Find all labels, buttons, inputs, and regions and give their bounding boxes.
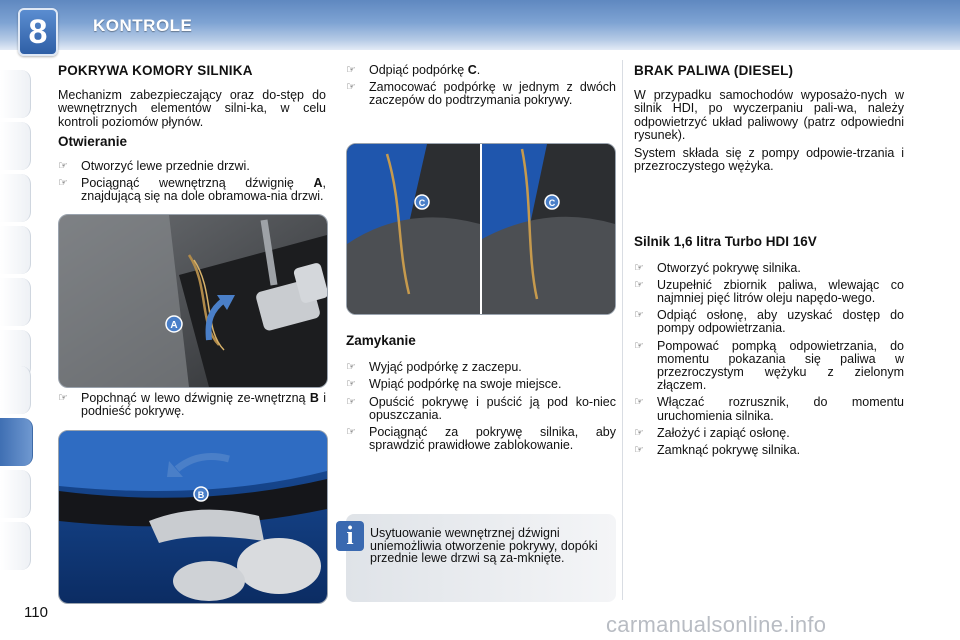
- pointing-hand-icon: ☞: [346, 81, 356, 94]
- list-item: [346, 378, 616, 391]
- step-text-bold: B: [309, 391, 319, 405]
- column-divider: [622, 60, 623, 600]
- footwell-illustration: [59, 215, 327, 387]
- watermark: carmanualsonline.info: [606, 612, 827, 637]
- list-item: [346, 81, 616, 107]
- list-item: [634, 444, 904, 457]
- label-b-callout: B: [197, 490, 205, 500]
- step-text: Odpiąć podpórkę: [369, 63, 468, 77]
- right-column: [634, 64, 904, 461]
- step-text: Popchnąć w lewo dźwignię ze-wnętrzną: [81, 391, 310, 405]
- step-text: Otworzyć lewe przednie drzwi.: [81, 159, 250, 174]
- step-text: Pociągnąć wewnętrzną dźwignię: [81, 176, 314, 191]
- chapter-number-badge: 8: [18, 8, 58, 56]
- step-text: Zamocować podpórkę w jednym z dwóch zaczepów do podtrzymania pokrywy.: [369, 80, 616, 108]
- pointing-hand-icon: ☞: [58, 392, 68, 404]
- pointing-hand-icon: ☞: [634, 426, 644, 439]
- middle-column: [346, 64, 616, 112]
- section-heading-hood: POKRYWA KOMORY SILNIKA: [58, 63, 253, 78]
- list-item: [58, 392, 326, 418]
- fuel-system-text: System składa się z pompy odpowie-trzania i przezroczystego wężyka.: [634, 146, 904, 174]
- left-column-bottom: [58, 392, 326, 422]
- list-item: [58, 160, 326, 173]
- step-text: Pompować pompką odpowietrzania, do momentu pokazania się paliwa w przezroczystym wężyku z zielonym złączem.: [657, 338, 904, 393]
- chapter-tab-2[interactable]: [0, 122, 31, 170]
- page-number: 110: [24, 604, 48, 621]
- pointing-hand-icon: ☞: [346, 378, 356, 391]
- label-c-callout-right: C: [548, 198, 556, 208]
- prop-rod-illustration: [347, 144, 615, 314]
- step-text: Zamknąć pokrywę silnika.: [657, 443, 801, 458]
- step-text: Założyć i zapiąć osłonę.: [657, 425, 790, 440]
- list-item: [634, 427, 904, 440]
- left-column: [58, 64, 326, 208]
- chapter-tab-8-active[interactable]: [0, 418, 33, 466]
- list-item: [346, 426, 616, 452]
- prop-rod-photo: [346, 143, 616, 315]
- pointing-hand-icon: ☞: [634, 396, 644, 409]
- pointing-hand-icon: ☞: [634, 261, 644, 274]
- step-text: i podnieść pokrywę.: [81, 391, 327, 419]
- info-note-text: Usytuowanie wewnętrznej dźwigni uniemożliwia otworzenie pokrywy, dopóki przednie lewe drzwi są za-mknięte.: [370, 526, 598, 566]
- prop-steps-list: [346, 64, 616, 108]
- step-text: Wpiąć podpórkę na swoje miejsce.: [369, 377, 562, 392]
- step-text: Otworzyć pokrywę silnika.: [657, 260, 801, 275]
- exterior-lever-photo: [58, 430, 328, 604]
- hood-intro-text: Mechanizm zabezpieczający oraz do-stęp do wewnętrznych elementów silni-ka, w celu kontroli poziomów płynów.: [58, 88, 326, 129]
- list-item: [634, 396, 904, 422]
- step-text-bold: A: [313, 176, 323, 191]
- step-text: Wyjąć podpórkę z zaczepu.: [369, 360, 522, 375]
- pointing-hand-icon: ☞: [634, 444, 644, 457]
- list-item: [634, 309, 904, 335]
- list-item: [346, 64, 616, 77]
- step-text: Uzupełnić zbiornik paliwa, wlewając co najmniej pięć litrów oleju napędo-wego.: [657, 277, 904, 306]
- list-item: [346, 361, 616, 374]
- closing-heading: Zamykanie: [346, 333, 416, 348]
- chapter-tab-10[interactable]: [0, 522, 31, 570]
- pointing-hand-icon: ☞: [58, 160, 68, 173]
- step-text: , znajdującą się na dole obramowa-nia drzwi.: [81, 176, 326, 204]
- step-text: Opuścić pokrywę i puścić ją pod ko-niec opuszczania.: [369, 394, 616, 422]
- chapter-title: KONTROLE: [93, 16, 193, 35]
- pointing-hand-icon: ☞: [58, 177, 68, 190]
- list-item: [634, 340, 904, 393]
- list-item: [346, 396, 616, 422]
- chapter-tab-5[interactable]: [0, 278, 31, 326]
- pointing-hand-icon: ☞: [634, 278, 644, 291]
- info-icon: i: [336, 521, 364, 551]
- label-c-callout-left: C: [418, 198, 426, 208]
- step-text: Włączać rozrusznik, do momentu uruchomienia silnika.: [657, 395, 904, 423]
- fuel-intro-text: W przypadku samochodów wyposażo-nych w silnik HDI, po wyczerpaniu pali-wa, należy odpowietrzyć układ paliwowy (patrz odpowiedni rysunek).: [634, 88, 904, 142]
- chapter-tab-3[interactable]: [0, 174, 31, 222]
- list-item: [58, 177, 326, 203]
- step-text: Pociągnąć za pokrywę silnika, aby sprawdzić prawidłowe zablokowanie.: [369, 425, 616, 453]
- pointing-hand-icon: ☞: [346, 426, 356, 439]
- opening-steps-list: [58, 160, 326, 204]
- opening-heading: Otwieranie: [58, 133, 128, 149]
- interior-lever-photo: [58, 214, 328, 388]
- chapter-tab-9[interactable]: [0, 470, 31, 518]
- list-item: [634, 279, 904, 305]
- engine-heading: Silnik 1,6 litra Turbo HDI 16V: [634, 234, 817, 250]
- pointing-hand-icon: ☞: [346, 64, 356, 76]
- grille-lever-illustration: [59, 431, 327, 603]
- push-step-list: [58, 392, 326, 418]
- list-item: [634, 262, 904, 275]
- chapter-tab-7[interactable]: [0, 366, 31, 414]
- engine-steps-list: [634, 262, 904, 458]
- pointing-hand-icon: ☞: [634, 309, 644, 322]
- section-heading-fuel: BRAK PALIWA (DIESEL): [634, 63, 794, 78]
- pointing-hand-icon: ☞: [346, 361, 356, 374]
- step-text: .: [476, 63, 481, 77]
- step-text: Odpiąć osłonę, aby uzyskać dostęp do pompy odpowietrzania.: [657, 308, 904, 336]
- pointing-hand-icon: ☞: [634, 339, 644, 352]
- label-a-callout: A: [170, 320, 178, 331]
- chapter-tab-4[interactable]: [0, 226, 31, 274]
- middle-column-closing: [346, 334, 616, 456]
- closing-steps-list: [346, 361, 616, 452]
- pointing-hand-icon: ☞: [346, 395, 356, 408]
- step-text-bold: C: [467, 63, 477, 77]
- chapter-tab-1[interactable]: [0, 70, 31, 118]
